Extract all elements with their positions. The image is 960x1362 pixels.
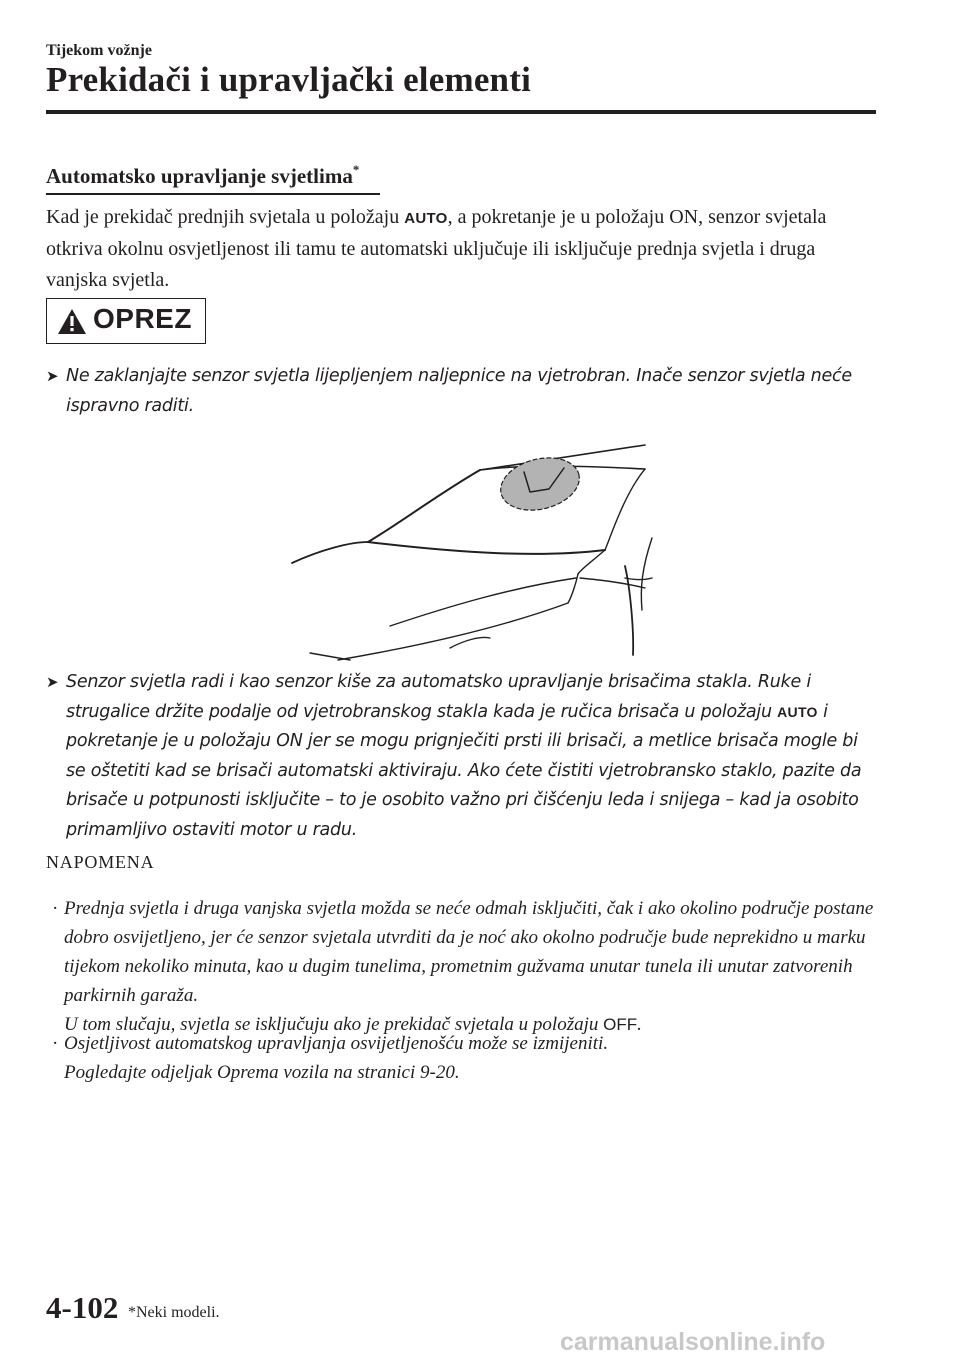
intro-paragraph	[46, 202, 876, 296]
caution-item-1	[46, 362, 876, 421]
page-number: 4-102	[46, 1290, 119, 1325]
chapter-label: Tijekom vožnje	[46, 42, 152, 59]
note-text-part-2: Pogledajte odjeljak Oprema vozila na stranici 9-20.	[64, 1062, 460, 1083]
warning-triangle-icon	[57, 308, 87, 335]
caution-item-text	[46, 668, 876, 845]
caution-text-part-2: i pokretanje je u položaju ON jer se mogu prignječiti prsti ili brisači, a metlice brisača mogle bi se oštetiti kad se brisači automatski aktiviraju. Ako ćete čistiti vjetrobransko staklo, pazite da brisače u potpunosti isključite – to je osobito važno pri čišćenju leda i snijega – kad ja osobito primamljivo ostaviti motor u radu.	[66, 701, 862, 840]
note-bullet-marker: ·	[52, 898, 59, 919]
section-title: Prekidači i upravljački elementi	[46, 60, 532, 99]
caution-bullet-marker: ➤	[46, 367, 59, 385]
caution-item-2	[46, 668, 876, 845]
note-item-1	[46, 894, 876, 1039]
caution-label: OPREZ	[93, 303, 192, 334]
note-bullet-marker: ·	[52, 1033, 59, 1054]
header-rule	[46, 110, 876, 114]
caution-text-part-1: Senzor svjetla radi i kao senzor kiše za automatsko upravljanje brisačima stakla. Ruke i strugalice držite podalje od vjetrobranskog stakla kada je ručica brisača u položaju	[66, 672, 811, 722]
note-text-part-3: .	[637, 1014, 642, 1035]
note-text-part-2: U tom slučaju, svjetla se isključuju ako je prekidač svjetala u položaju	[64, 1014, 604, 1035]
subheading-asterisk: *	[352, 162, 360, 177]
note-item-text	[46, 1029, 876, 1087]
subheading-text: Automatsko upravljanje svjetlima	[46, 164, 353, 188]
subheading-rule	[46, 193, 380, 195]
auto-mode-label: AUTO	[404, 210, 448, 227]
auto-mode-label: AUTO	[777, 703, 818, 720]
note-text-part-1: Osjetljivost automatskog upravljanja osvijetljenošću može se izmijeniti.	[64, 1033, 609, 1054]
subheading	[46, 164, 359, 189]
caution-bullet-marker: ➤	[46, 673, 59, 691]
caution-item-text: Ne zaklanjajte senzor svjetla lijepljenjem naljepnice na vjetrobran. Inače senzor svjetla neće ispravno raditi.	[66, 366, 852, 416]
note-item-text	[46, 894, 876, 1039]
off-mode-label: OFF	[603, 1015, 638, 1034]
note-label: NAPOMENA	[46, 852, 155, 872]
note-item-2	[46, 1029, 876, 1087]
windshield-light-sensor-illustration	[280, 438, 660, 663]
intro-text-1: Kad je prekidač prednjih svjetala u položaju	[46, 206, 405, 228]
caution-box	[46, 298, 206, 344]
intro-text-2: , a pokretanje je u položaju ON, senzor svjetala otkriva okolnu osvjetljenost ili tamu te automatski uključuje ili isključuje prednja svjetla i druga vanjska svjetla.	[46, 206, 827, 291]
watermark: carmanualsonline.info	[560, 1328, 826, 1356]
footnote: *Neki modeli.	[128, 1304, 220, 1321]
note-text-part-1: Prednja svjetla i druga vanjska svjetla možda se neće odmah isključiti, čak i ako okolino područje postane dobro osvijetljeno, jer će senzor svjetala utvrditi da je noć ako okolno područje bude neprekidno u marku tijekom nekoliko minuta, kao u dugim tunelima, prometnim gužvama unutar tunela ili unutar zatvorenih parkirnih garaža.	[64, 898, 874, 1006]
